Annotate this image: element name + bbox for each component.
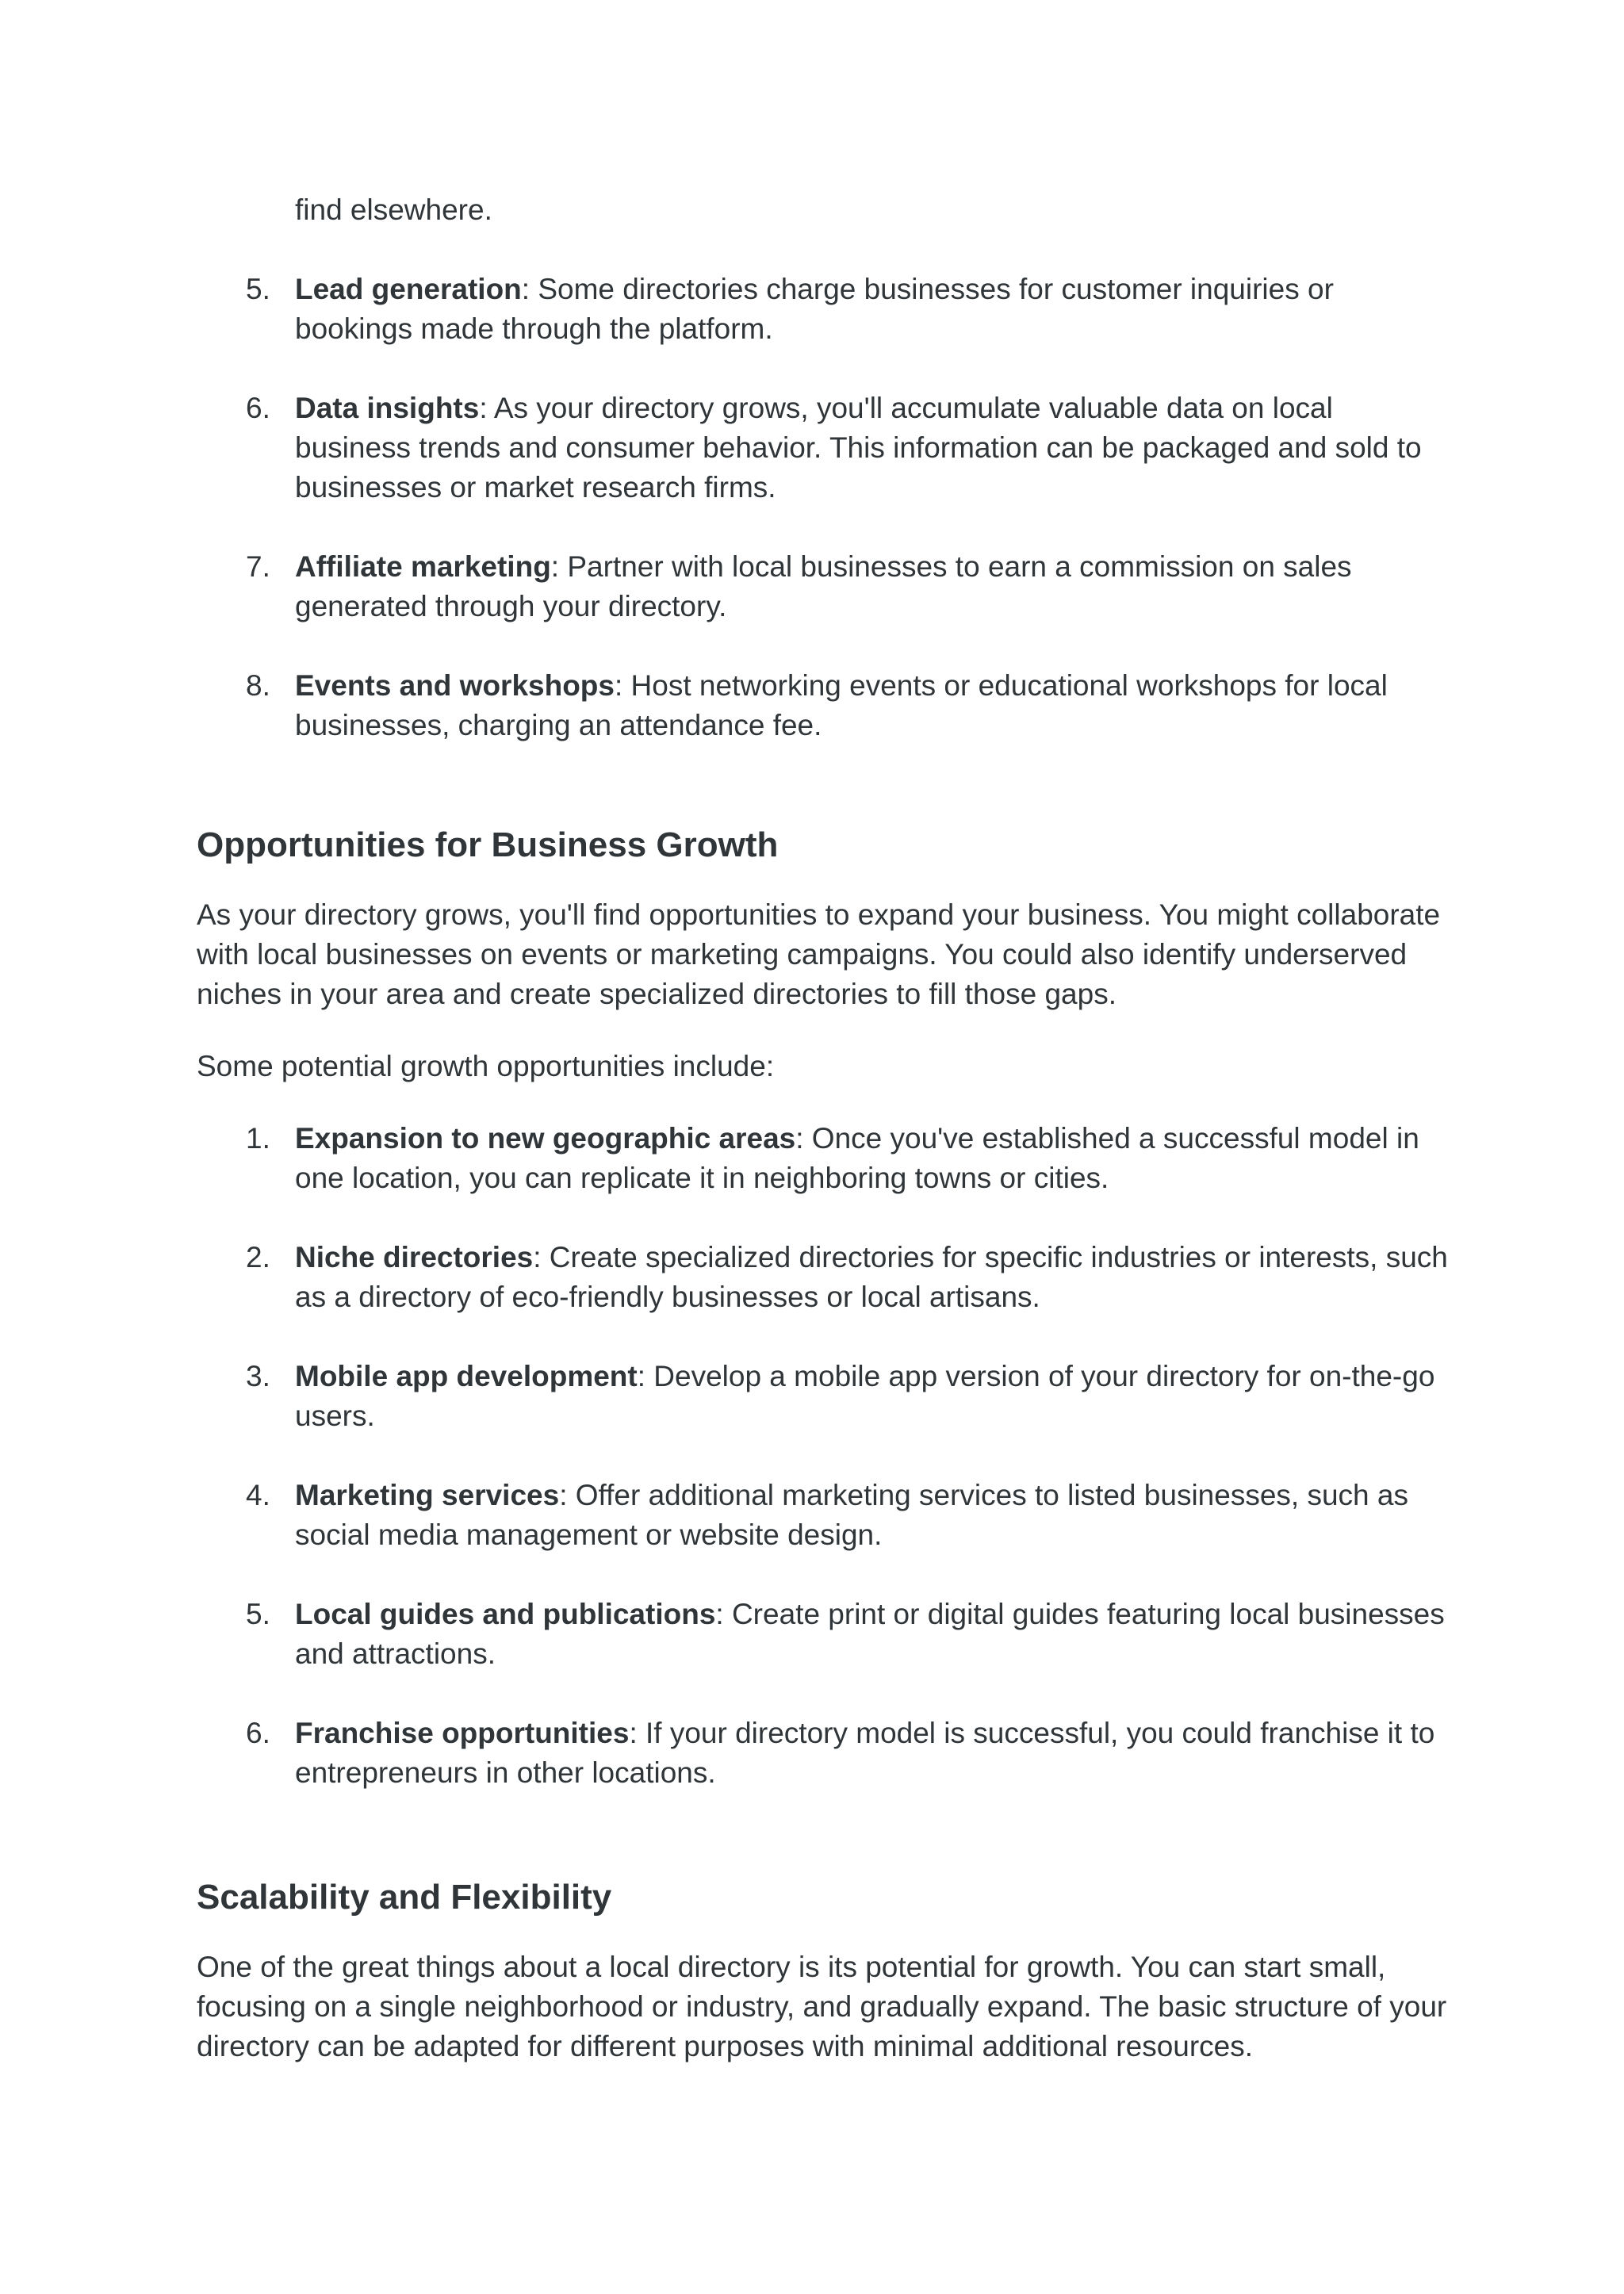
growth-list-intro: Some potential growth opportunities include: bbox=[197, 1050, 775, 1082]
list-item-term: Niche directories bbox=[295, 1241, 534, 1273]
list-item bbox=[197, 1595, 1450, 1674]
list-item bbox=[197, 1476, 1450, 1555]
list-number: 2. bbox=[246, 1241, 270, 1273]
list-item bbox=[197, 666, 1450, 745]
list-item bbox=[197, 547, 1450, 626]
list-number: 6. bbox=[246, 392, 270, 424]
list-item-term: Events and workshops bbox=[295, 669, 615, 702]
list-item-term: Data insights bbox=[295, 392, 480, 424]
list-item-text: : Develop a mobile app version of your directory for on-the-go users. bbox=[295, 1360, 1435, 1432]
list-item-text: : Partner with local businesses to earn a commission on sales generated through your directory. bbox=[295, 550, 1352, 622]
list-number: 5. bbox=[246, 1598, 270, 1630]
list-item-term: Franchise opportunities bbox=[295, 1717, 630, 1749]
section-heading-scalability: Scalability and Flexibility bbox=[197, 1878, 612, 1917]
list-item-text: : Create specialized directories for specific industries or interests, such as a directory of eco-friendly businesses or local artisans. bbox=[295, 1241, 1448, 1313]
growth-paragraph: As your directory grows, you'll find opportunities to expand your business. You might collaborate with local businesses on events or marketing campaigns. You could also identify underserved niches in your area and create specialized directories to fill those gaps. bbox=[197, 898, 1441, 1010]
list-item bbox=[197, 1119, 1450, 1198]
list-item bbox=[197, 389, 1450, 507]
list-item-text: : If your directory model is successful, you could franchise it to entrepreneurs in other locations. bbox=[295, 1717, 1435, 1789]
list-item-term: Local guides and publications bbox=[295, 1598, 716, 1630]
monetization-list bbox=[197, 270, 1450, 745]
list-item-text: : As your directory grows, you'll accumulate valuable data on local business trends and consumer behavior. This information can be packaged and sold to businesses or market research firms. bbox=[295, 392, 1422, 504]
document-content bbox=[197, 190, 1450, 2099]
list-item-term: Expansion to new geographic areas bbox=[295, 1122, 796, 1155]
list-item-term: Marketing services bbox=[295, 1479, 560, 1511]
list-item bbox=[197, 270, 1450, 349]
list-item-text: : Once you've established a successful model in one location, you can replicate it in neighboring towns or cities. bbox=[295, 1122, 1419, 1194]
list-number: 7. bbox=[246, 550, 270, 583]
list-number: 6. bbox=[246, 1717, 270, 1749]
list-item-text: : Create print or digital guides featuring local businesses and attractions. bbox=[295, 1598, 1445, 1670]
list-item bbox=[197, 1357, 1450, 1436]
list-item bbox=[197, 1238, 1450, 1317]
list-number: 3. bbox=[246, 1360, 270, 1392]
continued-list-text: find elsewhere. bbox=[295, 193, 492, 226]
list-number: 8. bbox=[246, 669, 270, 702]
section-heading-growth: Opportunities for Business Growth bbox=[197, 825, 779, 864]
list-item-text: : Host networking events or educational workshops for local businesses, charging an attendance fee. bbox=[295, 669, 1388, 741]
list-item-text: : Some directories charge businesses for customer inquiries or bookings made through the platform. bbox=[295, 273, 1334, 345]
list-number: 1. bbox=[246, 1122, 270, 1155]
list-item bbox=[197, 1714, 1450, 1793]
list-number: 5. bbox=[246, 273, 270, 305]
list-item-term: Affiliate marketing bbox=[295, 550, 551, 583]
list-item-term: Lead generation bbox=[295, 273, 522, 305]
growth-opportunities-list bbox=[197, 1119, 1450, 1793]
scalability-paragraph: One of the great things about a local directory is its potential for growth. You can start small, focusing on a single neighborhood or industry, and gradually expand. The basic structure of your directory can be adapted for different purposes with minimal additional resources. bbox=[197, 1951, 1447, 2062]
list-item-text: : Offer additional marketing services to listed businesses, such as social media management or website design. bbox=[295, 1479, 1408, 1551]
list-item-term: Mobile app development bbox=[295, 1360, 638, 1392]
list-number: 4. bbox=[246, 1479, 270, 1511]
